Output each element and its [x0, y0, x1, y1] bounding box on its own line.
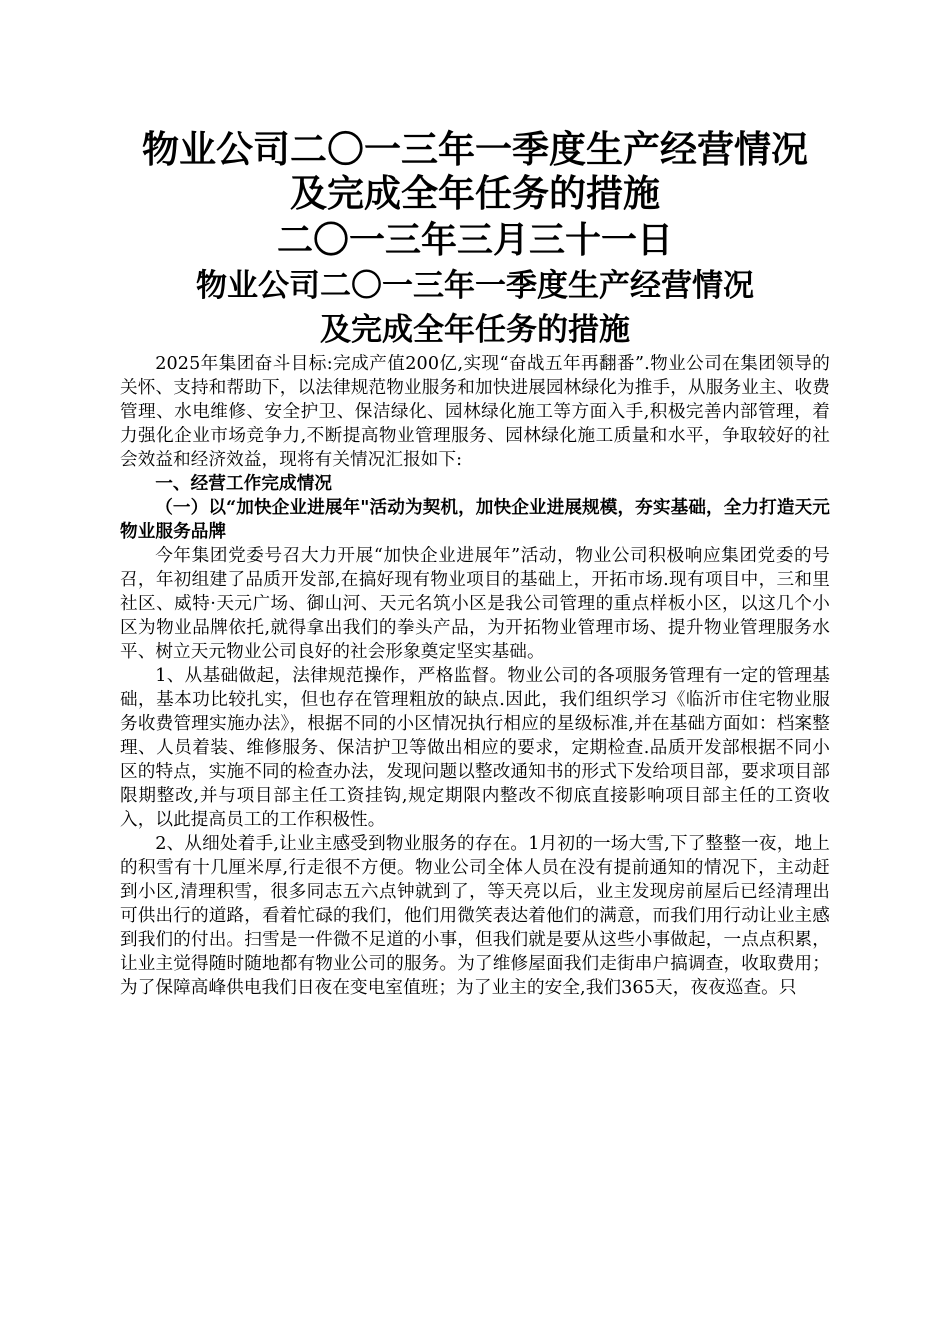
document-subtitle-line1: 物业公司二〇一三年一季度生产经营情况: [196, 268, 754, 304]
document-title-line1: 物业公司二〇一三年一季度生产经营情况: [142, 128, 808, 171]
section-heading: 一、经营工作完成情况: [155, 473, 333, 494]
body-paragraph: 今年集团党委号召大力开展“加快企业进展年”活动，物业公司积极响应集团党委的号召，年初组建了品质开发部,在搞好现有物业项目的基础上，开拓市场.现有项目中，三和里社区、威特·天元广场、御山河、天元名筑小区是我公司管理的重点样板小区，以这几个小区为物业品牌依托,就得拿出我们的拳头产品，为开拓物业管理市场、提升物业管理服务水平、树立天元物业公司良好的社会形象奠定坚实基础。: [120, 546, 830, 662]
document-title-line2: 及完成全年任务的措施: [290, 172, 660, 215]
body-paragraph: 1、从基础做起，法律规范操作，严格监督。物业公司的各项服务管理有一定的管理基础，基本功比较扎实，但也存在管理粗放的缺点.因此，我们组织学习《临沂市住宅物业服务收费管理实施办法》，根据不同的小区情况执行相应的星级标准,并在基础方面如：档案整理、人员着装、维修服务、保洁护卫等做出相应的要求，定期检查.品质开发部根据不同小区的特点，实施不同的检查办法，发现问题以整改通知书的形式下发给项目部，要求项目部限期整改,并与项目部主任工资挂钩,规定期限内整改不彻底直接影响项目部主任的工资收入，以此提高员工的工作积极性。: [120, 666, 830, 830]
intro-paragraph: 2025年集团奋斗目标:完成产值200亿,实现“奋战五年再翻番”.物业公司在集团领导的关怀、支持和帮助下，以法律规范物业服务和加快进展园林绿化为推手，从服务业主、收费管理、水电维修、安全护卫、保洁绿化、园林绿化施工等方面入手,积极完善内部管理，着力强化企业市场竞争力,不断提高物业管理服务、园林绿化施工质量和水平，争取较好的社会效益和经济效益，现将有关情况汇报如下:: [120, 354, 830, 470]
document-body: [120, 352, 830, 1000]
subsection-heading: （一）以“加快企业进展年"活动为契机，加快企业进展规模，夯实基础，全力打造天元物业服务品牌: [120, 497, 830, 542]
document-subtitle-line2: 及完成全年任务的措施: [320, 312, 630, 348]
body-paragraph: 2、从细处着手,让业主感受到物业服务的存在。1月初的一场大雪,下了整整一夜，地上的积雪有十几厘米厚,行走很不方便。物业公司全体人员在没有提前通知的情况下，主动赶到小区,清理积雪，很多同志五六点钟就到了，等天亮以后，业主发现房前屋后已经清理出可供出行的道路，看着忙碌的我们，他们用微笑表达着他们的满意，而我们用行动让业主感到我们的付出。扫雪是一件微不足道的小事，但我们就是要从这些小事做起，一点点积累，让业主觉得随时随地都有物业公司的服务。为了维修屋面我们走街串户搞调查，收取费用；为了保障高峰供电我们日夜在变电室值班；为了业主的安全,我们365天，夜夜巡查。只: [120, 834, 830, 998]
title-block: [120, 128, 830, 352]
document-date: 二〇一三年三月三十一日: [276, 220, 673, 261]
